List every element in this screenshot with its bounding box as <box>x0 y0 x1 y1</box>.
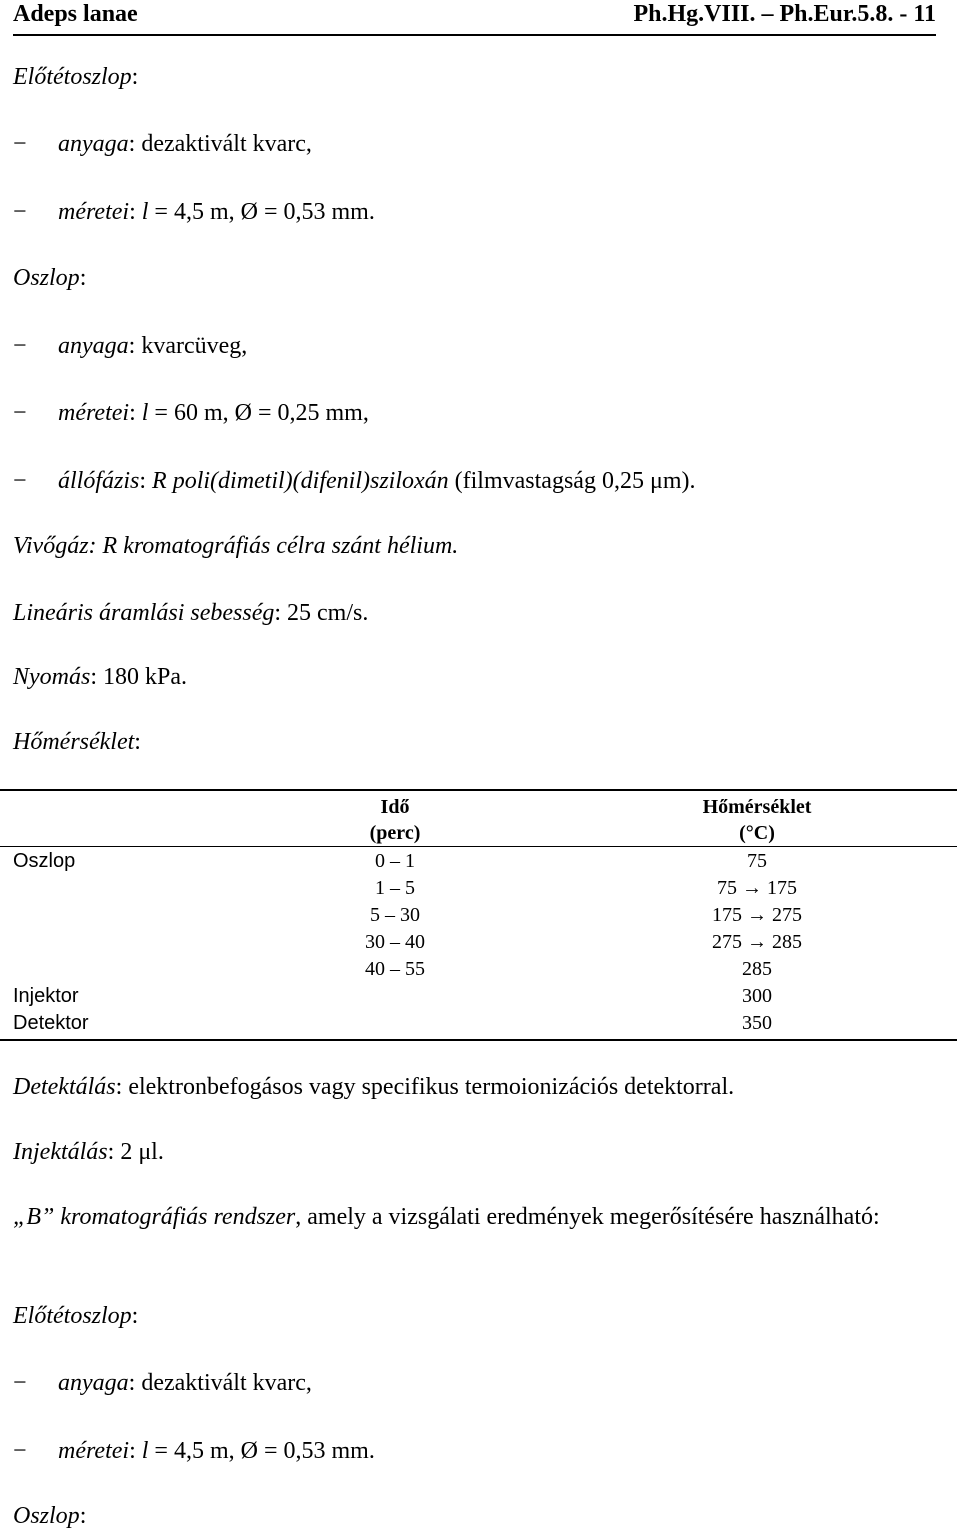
temperature-unit-header: (°C) <box>739 822 775 844</box>
row-label: Oszlop <box>13 850 76 872</box>
time-header: Idő <box>380 796 410 818</box>
row-label: Detektor <box>13 1012 89 1034</box>
pre-column-material: anyaga: dezaktivált kvarc, <box>58 1370 312 1396</box>
row-time: 30 – 40 <box>365 931 425 953</box>
carrier-gas: Vivőgáz: R kromatográfiás célra szánt hélium. <box>13 533 459 559</box>
row-temperature: 350 <box>742 1012 772 1034</box>
column-material: anyaga: kvarcüveg, <box>58 333 248 359</box>
row-temperature: 275 → 285 <box>712 931 802 953</box>
system-b-paragraph: „B” kromatográfiás rendszer, amely a vizsgálati eredmények megerősítésére használható: <box>13 1204 880 1230</box>
temperature-program-table <box>0 789 957 1041</box>
injection: Injektálás: 2 μl. <box>13 1139 164 1165</box>
row-time: 0 – 1 <box>375 850 415 872</box>
linear-flow-rate: Lineáris áramlási sebesség: 25 cm/s. <box>13 600 369 626</box>
time-unit-header: (perc) <box>369 822 421 844</box>
row-time: 40 – 55 <box>365 958 425 980</box>
monograph-title: Adeps lanae <box>13 1 138 27</box>
row-temperature: 285 <box>742 958 772 980</box>
temperature-header: Hőmérséklet <box>702 796 812 818</box>
dash-marker: − <box>13 1370 27 1396</box>
dash-marker: − <box>13 1438 27 1464</box>
column-heading: Oszlop: <box>13 1503 87 1529</box>
column-heading: Oszlop: <box>13 265 87 291</box>
dash-marker: − <box>13 199 27 225</box>
row-temperature: 300 <box>742 985 772 1007</box>
row-time: 1 – 5 <box>375 877 415 899</box>
pre-column-heading: Előtétoszlop: <box>13 64 139 90</box>
row-temperature: 75 → 175 <box>717 877 797 899</box>
pre-column-dimensions: méretei: l = 4,5 m, Ø = 0,53 mm. <box>58 1438 375 1464</box>
temperature-heading: Hőmérséklet: <box>13 729 141 755</box>
pre-column-heading: Előtétoszlop: <box>13 1303 139 1329</box>
row-label: Injektor <box>13 985 79 1007</box>
dash-marker: − <box>13 131 27 157</box>
dash-marker: − <box>13 468 27 494</box>
row-temperature: 75 <box>747 850 767 872</box>
dash-marker: − <box>13 400 27 426</box>
page-header <box>13 0 936 36</box>
pre-column-dimensions: méretei: l = 4,5 m, Ø = 0,53 mm. <box>58 199 375 225</box>
row-temperature: 175 → 275 <box>712 904 802 926</box>
row-time: 5 – 30 <box>370 904 420 926</box>
detection: Detektálás: elektronbefogásos vagy specifikus termoionizációs detektorral. <box>13 1074 735 1100</box>
pre-column-material: anyaga: dezaktivált kvarc, <box>58 131 312 157</box>
column-dimensions: méretei: l = 60 m, Ø = 0,25 mm, <box>58 400 369 426</box>
dash-marker: − <box>13 333 27 359</box>
header-divider <box>0 846 957 847</box>
pressure: Nyomás: 180 kPa. <box>13 664 188 690</box>
pharmacopoeia-reference: Ph.Hg.VIII. – Ph.Eur.5.8. - 11 <box>633 1 936 27</box>
column-stationary-phase: állófázis: R poli(dimetil)(difenil)sziloxán (filmvastagság 0,25 μm). <box>58 468 696 494</box>
